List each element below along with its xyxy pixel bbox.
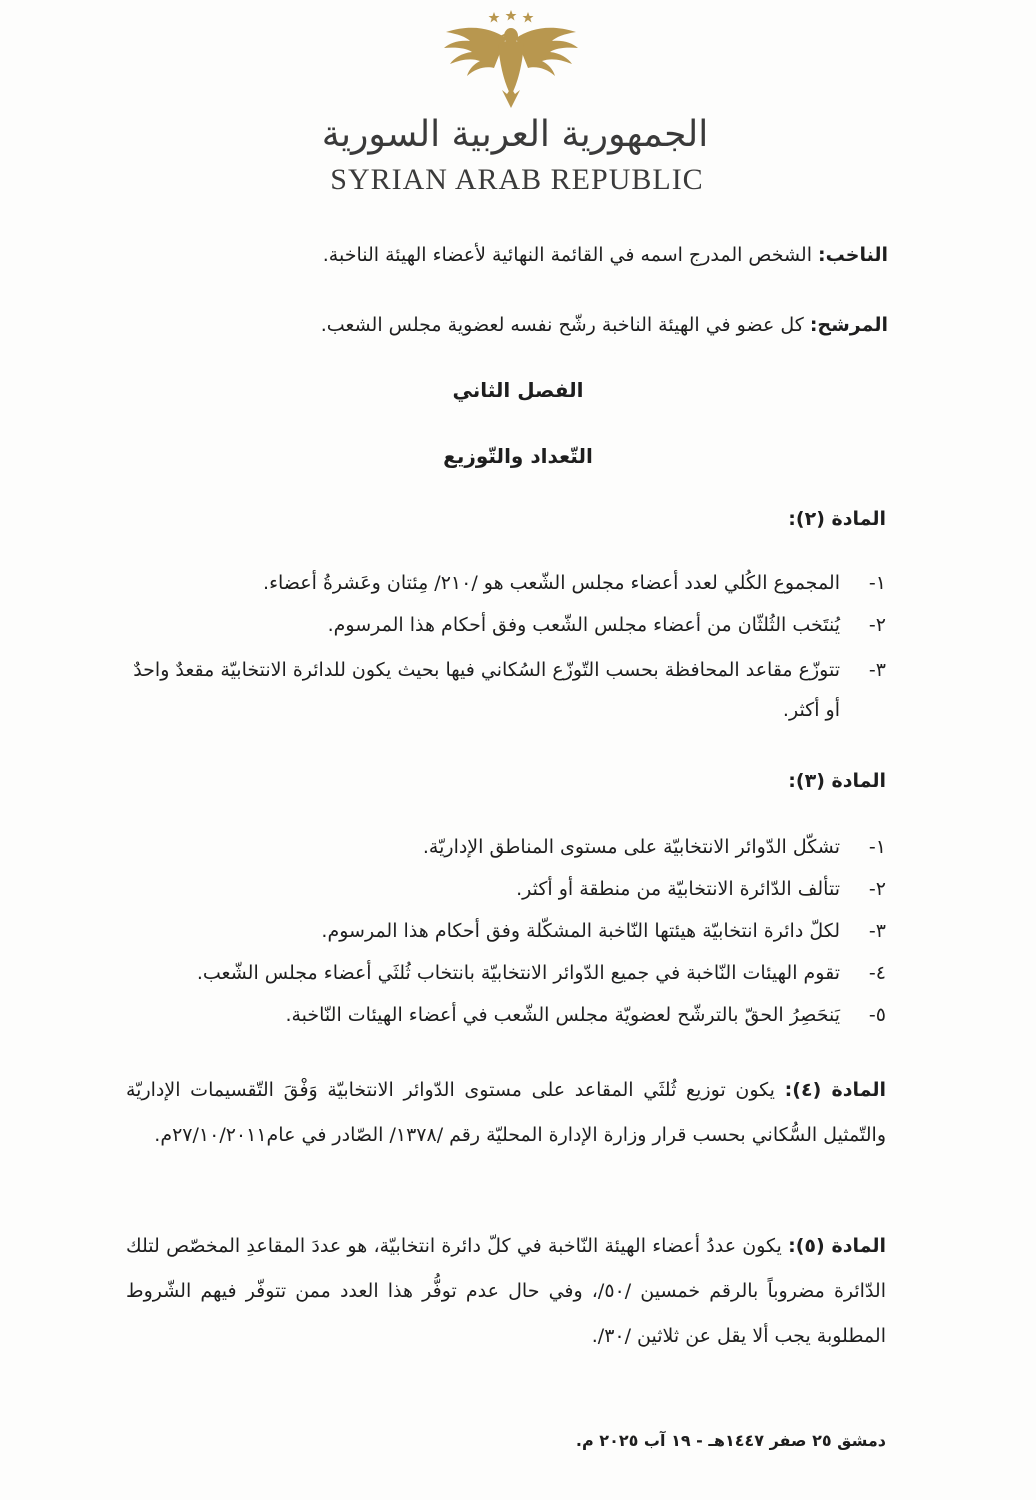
article-3-items (126, 834, 886, 1044)
item-text: تتألف الدّائرة الانتخابيّة من منطقة أو أكثر. (516, 878, 840, 900)
definition-text: الشخص المدرج اسمه في القائمة النهائية لأعضاء الهيئة الناخبة. (322, 244, 819, 266)
definition-term: الناخب: (818, 244, 888, 266)
article-4 (126, 1068, 886, 1158)
golden-eagle-emblem-icon (436, 6, 586, 110)
item-number: ١- (868, 572, 886, 594)
item-number: ١- (868, 836, 886, 858)
item-text: المجموع الكُلي لعدد أعضاء مجلس الشّعب هو /٢١٠/ مِئتان وعَشرةُ أعضاء. (263, 572, 840, 594)
definition-candidate (88, 312, 888, 338)
item-number: ٥- (868, 1004, 886, 1026)
definition-text: كل عضو في الهيئة الناخبة رشّح نفسه لعضوية مجلس الشعب. (320, 314, 810, 336)
list-item (126, 650, 886, 730)
item-text: يُنتَخب الثُلثّان من أعضاء مجلس الشّعب وفق أحكام هذا المرسوم. (327, 614, 840, 636)
item-number: ٣- (868, 920, 886, 942)
chapter-subtitle: التّعداد والتّوزيع (443, 444, 593, 468)
item-text: لكلّ دائرة انتخابيّة هيئتها النّاخبة المشكّلة وفق أحكام هذا المرسوم. (321, 920, 840, 942)
org-name-arabic: الجمهورية العربية السورية (321, 114, 709, 155)
list-item (126, 834, 886, 860)
item-number: ٣- (868, 659, 886, 681)
org-name-english: SYRIAN ARAB REPUBLIC (330, 163, 704, 196)
list-item (126, 1002, 886, 1028)
article-3-title: المادة (٣): (788, 770, 886, 792)
item-text: تشكّل الدّوائر الانتخابيّة على مستوى المناطق الإداريّة. (422, 836, 840, 858)
item-text: يَنحَصِرُ الحقّ بالترشّح لعضويّة مجلس الشّعب في أعضاء الهيئات النّاخبة. (285, 1004, 840, 1026)
article-4-text: يكون توزيع ثُلثَي المقاعد على مستوى الدّوائر الانتخابيّة وَفْقَ التّقسيمات الإداريّة والتّمثيل السُّكاني بحسب قرار وزارة الإدارة المحليّة رقم /١٣٧٨/ الصّادر في عام٢٧/١٠/٢٠١١م. (126, 1079, 886, 1146)
article-2-items (126, 570, 886, 746)
item-text: تقوم الهيئات النّاخبة في جميع الدّوائر الانتخابيّة بانتخاب ثُلثَي أعضاء مجلس الشّعب. (196, 962, 840, 984)
list-item (126, 612, 886, 638)
article-5-title: المادة (٥): (788, 1235, 886, 1257)
item-text: تتوزّع مقاعد المحافظة بحسب التّوزّع السُكاني فيها بحيث يكون للدائرة الانتخابيّة مقعدٌ واحدٌ أو أكثر. (133, 659, 840, 721)
article-2-title: المادة (٢): (788, 508, 886, 530)
list-item (126, 918, 886, 944)
issue-date-line: دمشق ٢٥ صفر ١٤٤٧هـ - ١٩ آب ٢٠٢٥ م. (575, 1431, 886, 1450)
article-5 (126, 1224, 886, 1359)
chapter-title: الفصل الثاني (452, 378, 584, 402)
list-item (126, 876, 886, 902)
item-number: ٢- (868, 878, 886, 900)
article-5-text: يكون عددُ أعضاء الهيئة النّاخبة في كلّ دائرة انتخابيّة، هو عددَ المقاعدِ المخصّص لتلك الدّائرة مضروباً بالرقم خمسين /٥٠/، وفي حال عدم توفُّر هذا العدد ممن تتوفّر فيهم الشّروط المطلوبة يجب ألا يقل عن ثلاثين /٣٠/. (126, 1235, 886, 1347)
item-number: ٢- (868, 614, 886, 636)
definition-term: المرشح: (809, 314, 888, 336)
article-4-title: المادة (٤): (784, 1079, 886, 1101)
list-item (126, 960, 886, 986)
list-item (126, 570, 886, 596)
item-number: ٤- (868, 962, 886, 984)
definition-voter (88, 242, 888, 268)
